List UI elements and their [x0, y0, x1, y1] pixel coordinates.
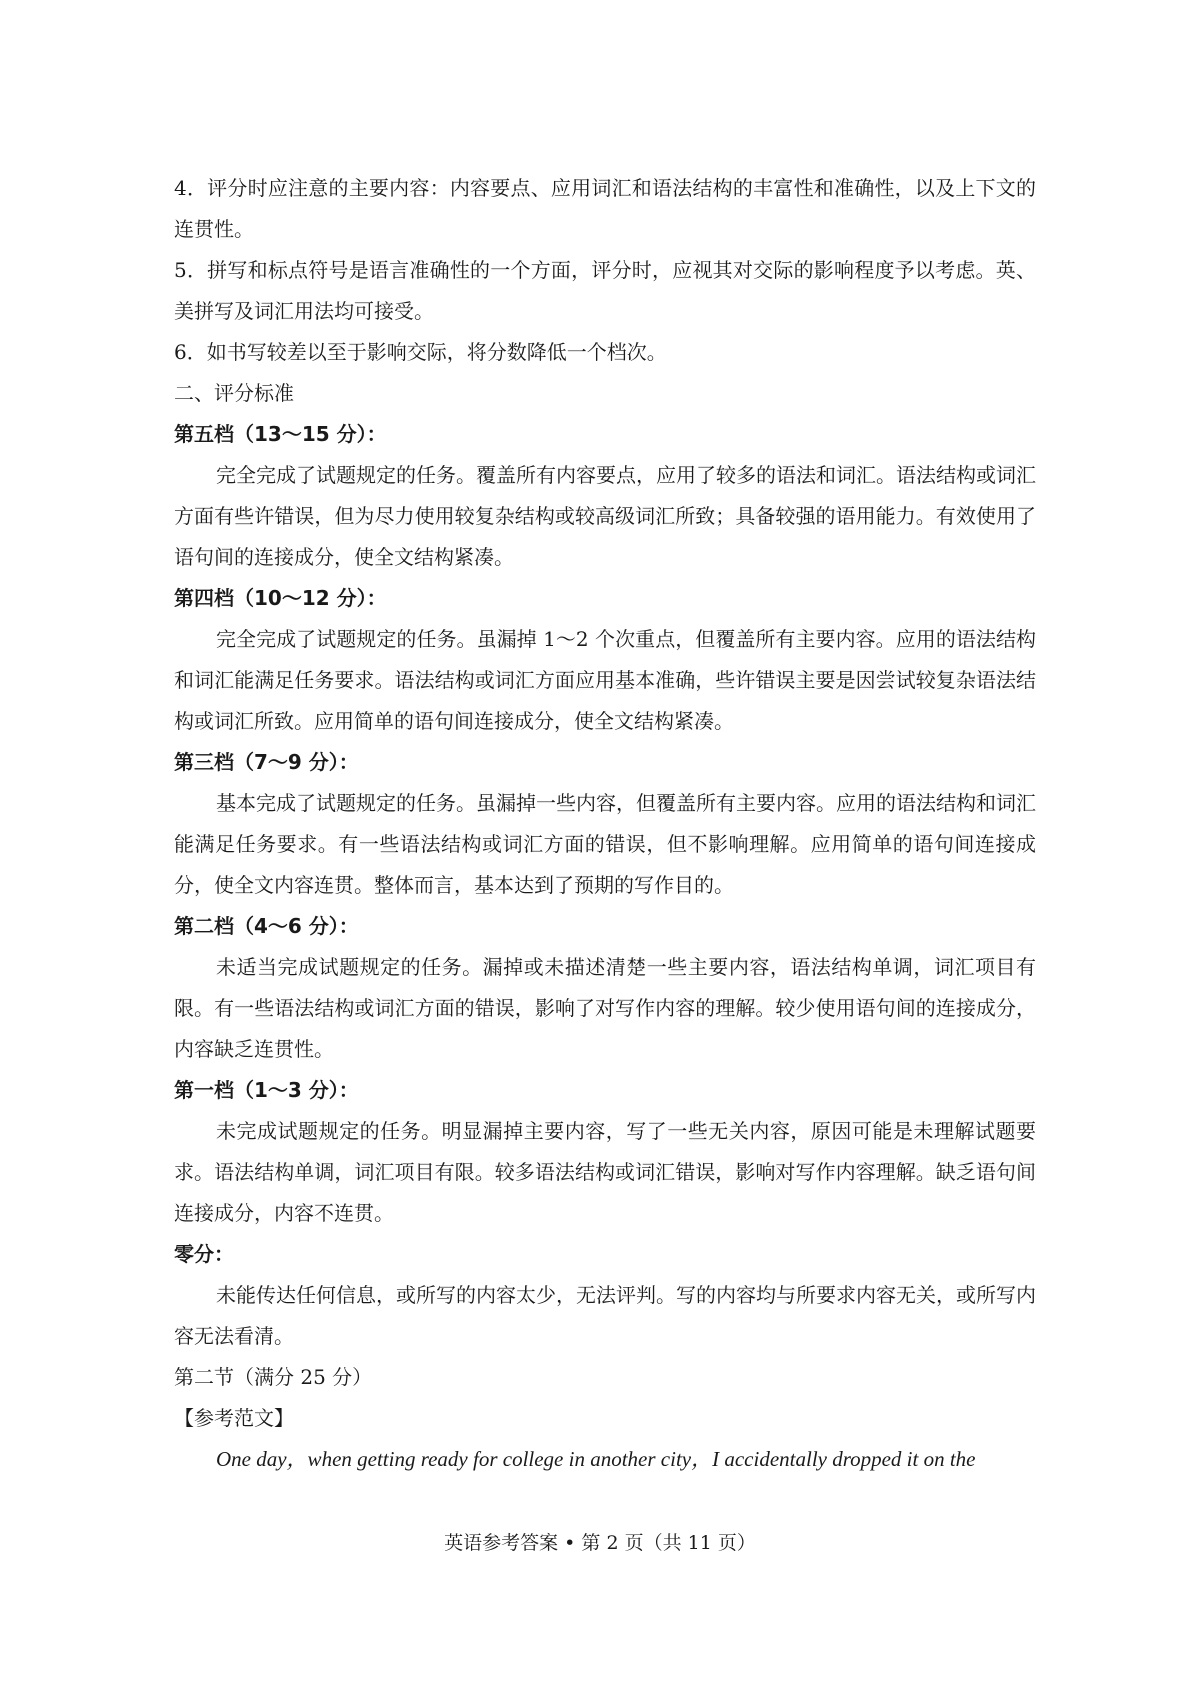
- section2-title: 第二节（满分 25 分）: [174, 1365, 373, 1389]
- grade-3-title: 第三档（7～9 分）：: [174, 750, 359, 774]
- note-4: 4．评分时应注意的主要内容：内容要点、应用词汇和语法结构的丰富性和准确性，以及上下文的连贯性。: [174, 176, 1036, 241]
- grade-1-title: 第一档（1～3 分）：: [174, 1078, 359, 1102]
- sample-text: One day，when getting ready for college in another city，I accidentally dropped it on the: [216, 1447, 976, 1471]
- sample-label: 【参考范文】: [174, 1406, 294, 1430]
- document-body: [174, 168, 1036, 1480]
- grade-4-desc: 完全完成了试题规定的任务。虽漏掉 1～2 个次重点，但覆盖所有主要内容。应用的语法结构和词汇能满足任务要求。语法结构或词汇方面应用基本准确，些许错误主要是因尝试较复杂语法结构或词汇所致。应用简单的语句间连接成分，使全文结构紧凑。: [174, 627, 1036, 733]
- grade-1-desc: 未完成试题规定的任务。明显漏掉主要内容，写了一些无关内容，原因可能是未理解试题要求。语法结构单调，词汇项目有限。较多语法结构或词汇错误，影响对写作内容理解。缺乏语句间连接成分，内容不连贯。: [174, 1119, 1036, 1225]
- grade-3-desc: 基本完成了试题规定的任务。虽漏掉一些内容，但覆盖所有主要内容。应用的语法结构和词汇能满足任务要求。有一些语法结构或词汇方面的错误，但不影响理解。应用简单的语句间连接成分，使全文内容连贯。整体而言，基本达到了预期的写作目的。: [174, 791, 1036, 897]
- note-5: 5．拼写和标点符号是语言准确性的一个方面，评分时，应视其对交际的影响程度予以考虑。英、美拼写及词汇用法均可接受。: [174, 258, 1036, 323]
- grade-2-desc: 未适当完成试题规定的任务。漏掉或未描述清楚一些主要内容，语法结构单调，词汇项目有限。有一些语法结构或词汇方面的错误，影响了对写作内容的理解。较少使用语句间的连接成分，内容缺乏连贯性。: [174, 955, 1036, 1061]
- grade-2-title: 第二档（4～6 分）：: [174, 914, 359, 938]
- grade-0-title: 零分：: [174, 1242, 234, 1266]
- note-6: 6．如书写较差以至于影响交际，将分数降低一个档次。: [174, 340, 667, 364]
- page-footer: 英语参考答案 • 第 2 页（共 11 页）: [444, 1532, 756, 1554]
- grade-5-title: 第五档（13～15 分）：: [174, 422, 387, 446]
- section-title: 二、评分标准: [174, 381, 294, 405]
- grade-0-desc: 未能传达任何信息，或所写的内容太少，无法评判。写的内容均与所要求内容无关，或所写内容无法看清。: [174, 1283, 1036, 1348]
- grade-4-title: 第四档（10～12 分）：: [174, 586, 387, 610]
- grade-5-desc: 完全完成了试题规定的任务。覆盖所有内容要点，应用了较多的语法和词汇。语法结构或词汇方面有些许错误，但为尽力使用较复杂结构或较高级词汇所致；具备较强的语用能力。有效使用了语句间的连接成分，使全文结构紧凑。: [174, 463, 1036, 569]
